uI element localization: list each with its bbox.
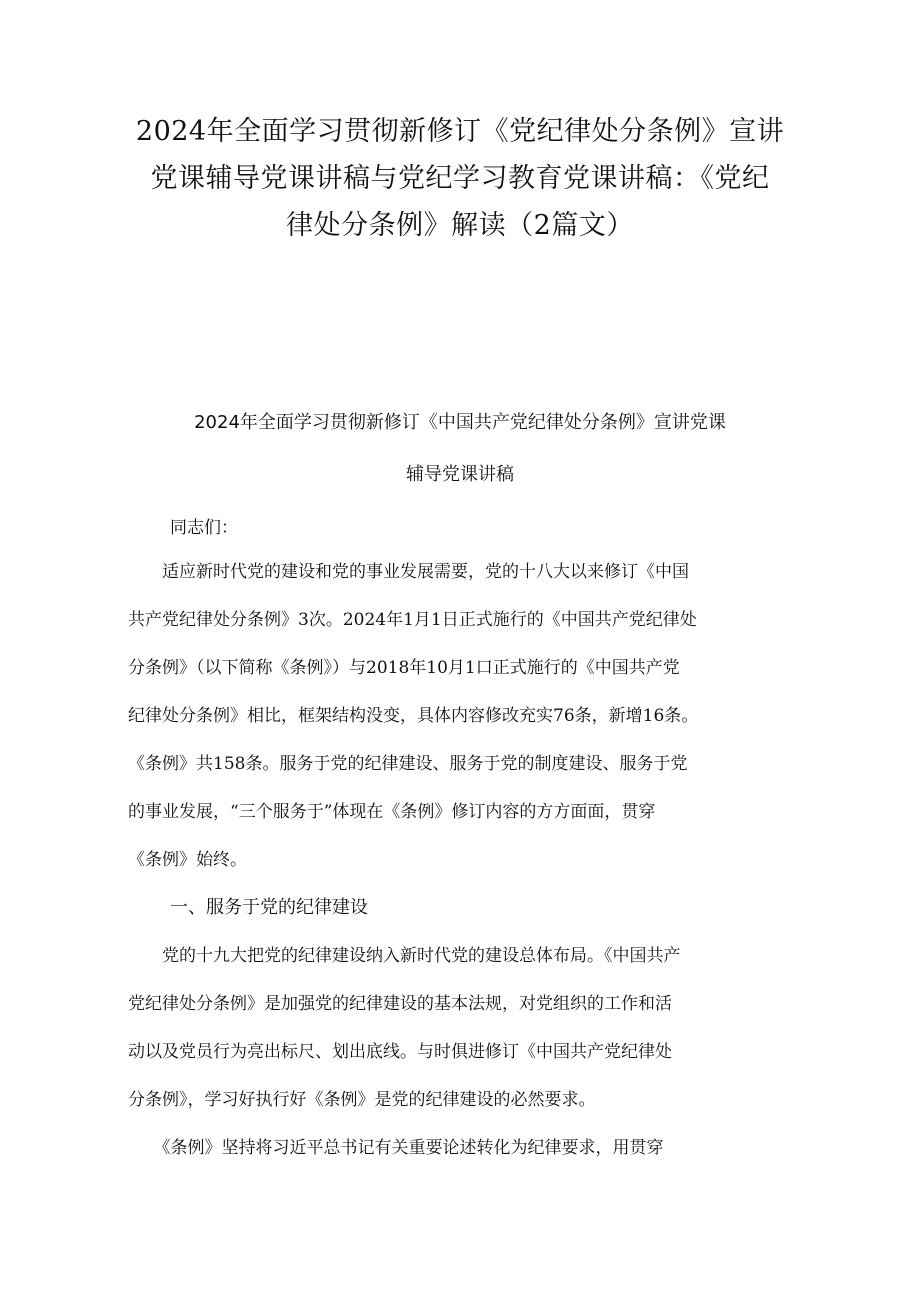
paragraph-line: 《条例》坚持将习近平总书记有关重要论述转化为纪律要求，用贯穿 xyxy=(128,1138,664,1158)
paragraph-3 xyxy=(128,1124,792,1172)
paragraph-line: 《条例》共158条。服务于党的纪律建设、服务于党的制度建设、服务于党 xyxy=(128,754,688,774)
section-heading-1: 一、服务于党的纪律建设 xyxy=(170,897,368,918)
paragraph-line: 党的十九大把党的纪律建设纳入新时代党的建设总体布局。《中国共产 xyxy=(128,946,681,966)
paragraph-2 xyxy=(128,932,792,1124)
paragraph-line: 共产党纪律处分条例》3次。2024年1月1日正式施行的《中国共产党纪律处 xyxy=(128,610,697,630)
main-title-line: 2024年全面学习贯彻新修订《党纪律处分条例》宣讲 xyxy=(135,116,785,147)
paragraph-line: 党纪律处分条例》是加强党的纪律建设的基本法规，对党组织的工作和活 xyxy=(128,994,672,1014)
paragraph-line: 《条例》始终。 xyxy=(128,850,247,870)
paragraph-1 xyxy=(128,548,792,884)
paragraph-line: 分条例》，学习好执行好《条例》是党的纪律建设的必然要求。 xyxy=(128,1090,596,1110)
greeting-text: 同志们： xyxy=(170,518,238,538)
paragraph-line: 纪律处分条例》相比，框架结构没变，具体内容修改充实76条，新增16条。 xyxy=(128,706,699,726)
paragraph-line: 适应新时代党的建设和党的事业发展需要，党的十八大以来修订《中国 xyxy=(128,562,689,582)
section-title-line: 辅导党课讲稿 xyxy=(406,464,514,485)
document-main-title xyxy=(120,108,800,249)
main-title-line: 党课辅导党课讲稿与党纪学习教育党课讲稿：《党纪 xyxy=(150,163,770,194)
section-title-line: 2024年全面学习贯彻新修订《中国共产党纪律处分条例》宣讲党课 xyxy=(194,412,726,433)
main-title-line: 律处分条例》解读（2篇文） xyxy=(286,210,634,241)
paragraph-line: 分条例》（以下简称《条例》）与2018年10月1口正式施行的《中国共产党 xyxy=(128,658,680,678)
greeting xyxy=(170,504,834,552)
paragraph-line: 动以及党员行为亮出标尺、划出底线。与时俱进修订《中国共产党纪律处 xyxy=(128,1042,672,1062)
paragraph-line: 的事业发展，“三个服务于”体现在《条例》修订内容的方方面面，贯穿 xyxy=(128,802,656,822)
